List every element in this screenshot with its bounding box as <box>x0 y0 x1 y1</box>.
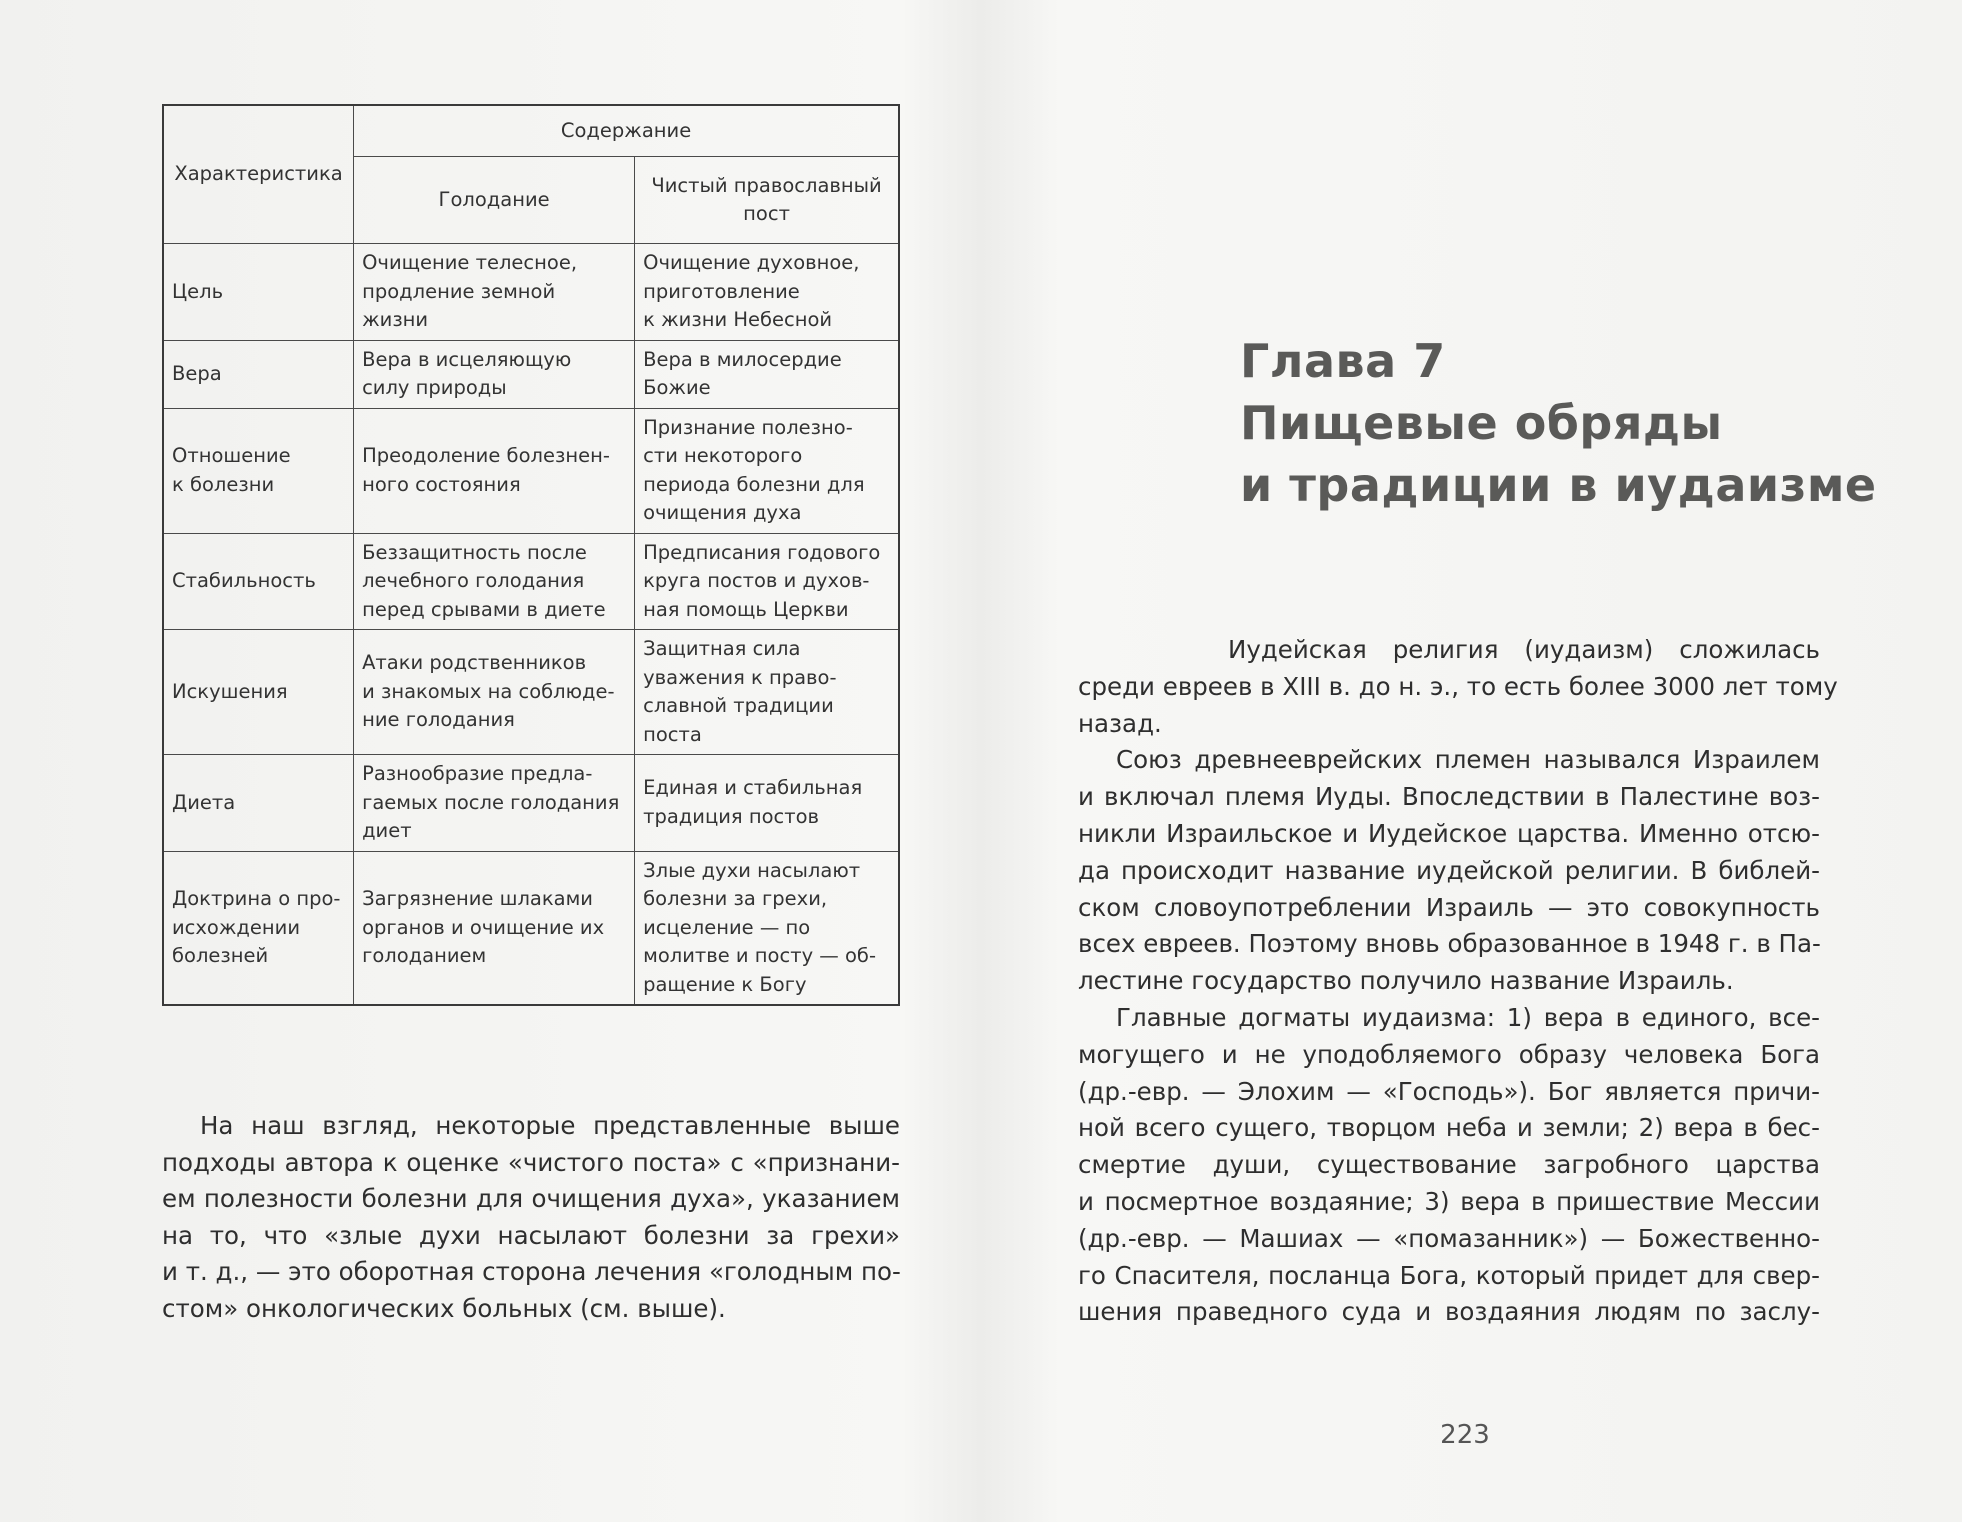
text-line: го Спасителя, посланца Бога, который придет для свер- <box>1078 1260 1820 1290</box>
row-fasting-cell <box>354 408 635 533</box>
cell-text-line: Вера <box>172 361 222 385</box>
row-characteristic <box>163 340 354 408</box>
cell-text-line: поста <box>643 722 702 746</box>
cell-text-line: ращение к Богу <box>643 972 807 996</box>
text-line: ском словоупотреблении Израиль — это совокупность <box>1078 892 1820 922</box>
row-fasting-cell <box>354 244 635 341</box>
cell-text-line: голоданием <box>362 944 487 967</box>
cell-text-line: Искушения <box>172 679 288 703</box>
cell-text-line: к болезни <box>172 472 275 496</box>
cell-text-line: молитве и посту — об- <box>643 944 876 967</box>
text-line: Главные догматы иудаизма: 1) вера в единого, все- <box>1116 1002 1820 1032</box>
row-characteristic <box>163 408 354 533</box>
table-row <box>163 851 899 1005</box>
row-post-cell <box>635 755 899 852</box>
row-characteristic <box>163 851 354 1005</box>
header-orthodox-post: Чистый православный пост <box>635 157 899 244</box>
table-row <box>163 755 899 852</box>
text-line: могущего и не уподобляемого образу человека Бога <box>1078 1039 1820 1069</box>
text-line: ем полезности болезни для очищения духа», указанием <box>162 1184 900 1213</box>
cell-text-line: к жизни Небесной <box>643 308 833 331</box>
text-line: смертие души, существование загробного царства <box>1078 1150 1820 1180</box>
cell-text-line: ного состояния <box>362 472 521 496</box>
cell-text-line: Атаки родственников <box>362 651 587 675</box>
cell-text-line: Единая и стабильная <box>643 776 863 800</box>
cell-text-line: сти некоторого <box>643 444 803 467</box>
header-content: Содержание <box>354 105 899 157</box>
right-body-text <box>1078 632 1838 1331</box>
row-fasting-cell <box>354 755 635 852</box>
cell-text-line: Отношение <box>172 444 291 467</box>
cell-text-line: уважения к право- <box>643 665 837 689</box>
cell-text-line: Вера в милосердие <box>643 347 842 371</box>
text-line: Союз древнееврейских племен назывался Израилем <box>1116 745 1820 775</box>
text-line: и включал племя Иуды. Впоследствии в Палестине воз- <box>1078 782 1820 812</box>
text-line: подходы автора к оценке «чистого поста» с «признани- <box>162 1147 900 1177</box>
cell-text-line: жизни <box>362 308 429 331</box>
text-line: назад. <box>1078 708 1162 738</box>
cell-text-line: Вера в исцеляющую <box>362 347 572 371</box>
cell-text-line: традиция постов <box>643 804 820 828</box>
cell-text-line: Очищение духовное, <box>643 251 860 274</box>
row-fasting-cell <box>354 851 635 1005</box>
cell-text-line: периода болезни для <box>643 472 865 496</box>
page-number: 223 <box>1440 1420 1490 1450</box>
text-line: и посмертное воздаяние; 3) вера в пришествие Мессии <box>1078 1186 1820 1216</box>
text-line: на то, что «злые духи насылают болезни за грехи» <box>162 1220 900 1250</box>
text-line: На наш взгляд, некоторые представленные выше <box>200 1111 900 1140</box>
row-post-cell <box>635 533 899 630</box>
table-row <box>163 340 899 408</box>
text-line: среди евреев в XIII в. до н. э., то есть более 3000 лет тому <box>1078 671 1838 701</box>
cell-text-line: исхождении <box>172 915 301 939</box>
cell-text-line: продление земной <box>362 279 556 303</box>
cell-text-line: Разнообразие предла- <box>362 762 593 785</box>
cell-text-line: славной традиции <box>643 694 834 717</box>
cell-text-line: Божие <box>643 376 711 399</box>
row-post-cell <box>635 851 899 1005</box>
left-paragraph <box>162 1108 900 1327</box>
cell-text-line: Предписания годового <box>643 540 881 564</box>
row-fasting-cell <box>354 630 635 755</box>
cell-text-line: Злые духи насылают <box>643 858 861 882</box>
table-body <box>163 244 899 1006</box>
cell-text-line: лечебного голодания <box>362 569 585 592</box>
cell-text-line: гаемых после голодания <box>362 790 620 814</box>
row-characteristic <box>163 630 354 755</box>
table-row <box>163 630 899 755</box>
cell-text-line: Преодоление болезнен- <box>362 444 610 467</box>
cell-text-line: приготовление <box>643 279 800 303</box>
cell-text-line: диет <box>362 819 412 842</box>
text-line: ной всего сущего, творцом неба и земли; 2) вера в бес- <box>1078 1113 1820 1143</box>
cell-text-line: Загрязнение шлаками <box>362 887 593 910</box>
cell-text-line: и знакомых на соблюде- <box>362 679 615 703</box>
chapter-number: Глава 7 <box>1240 334 1446 388</box>
chapter-heading <box>1240 330 1877 516</box>
cell-text-line: силу природы <box>362 376 507 399</box>
text-line: всех евреев. Поэтому вновь образованное в 1948 г. в Па- <box>1078 929 1821 959</box>
chapter-title-line: Пищевые обряды <box>1240 396 1723 450</box>
cell-text-line: Признание полезно- <box>643 415 853 439</box>
header-characteristic: Характеристика <box>163 105 354 244</box>
cell-text-line: Диета <box>172 790 236 814</box>
cell-text-line: ние голодания <box>362 708 515 732</box>
cell-text-line: Беззащитность после <box>362 540 587 564</box>
text-line: и т. д., — это оборотная сторона лечения «голодным по- <box>162 1257 901 1286</box>
text-line: (др.-евр. — Машиах — «помазанник») — Божественно- <box>1078 1223 1820 1253</box>
table-row <box>163 408 899 533</box>
text-line: никли Израильское и Иудейское царства. Именно отсю- <box>1078 818 1820 848</box>
row-fasting-cell <box>354 533 635 630</box>
cell-text-line: Стабильность <box>172 569 316 592</box>
cell-text-line: болезней <box>172 944 269 967</box>
cell-text-line: болезни за грехи, <box>643 887 828 910</box>
cell-text-line: ная помощь Церкви <box>643 597 849 621</box>
row-post-cell <box>635 244 899 341</box>
cell-text-line: Очищение телесное, <box>362 251 578 274</box>
row-fasting-cell <box>354 340 635 408</box>
text-line: Иудейская религия (иудаизм) сложилась <box>1228 635 1820 664</box>
table-row <box>163 533 899 630</box>
row-characteristic <box>163 533 354 630</box>
text-line: (др.-евр. — Элохим — «Господь»). Бог является причи- <box>1078 1076 1820 1106</box>
cell-text-line: органов и очищение их <box>362 915 605 939</box>
text-line: да происходит название иудейской религии. В библей- <box>1078 855 1820 885</box>
cell-text-line: Доктрина о про- <box>172 887 341 910</box>
text-line: шения праведного суда и воздаяния людям по заслу- <box>1078 1297 1820 1327</box>
chapter-title-line: и традиции в иудаизме <box>1240 458 1877 512</box>
cell-text-line: Защитная сила <box>643 637 801 660</box>
cell-text-line: Цель <box>172 279 224 303</box>
header-fasting: Голодание <box>354 157 635 244</box>
table-row <box>163 244 899 341</box>
row-post-cell <box>635 630 899 755</box>
cell-text-line: исцеление — по <box>643 915 811 939</box>
row-post-cell <box>635 340 899 408</box>
text-line: лестине государство получило название Израиль. <box>1078 966 1734 996</box>
row-characteristic <box>163 244 354 341</box>
row-characteristic <box>163 755 354 852</box>
row-post-cell <box>635 408 899 533</box>
text-line: стом» онкологических больных (см. выше). <box>162 1293 726 1323</box>
cell-text-line: круга постов и духов- <box>643 569 870 592</box>
cell-text-line: очищения духа <box>643 501 802 524</box>
comparison-table <box>162 104 900 1006</box>
cell-text-line: перед срывами в диете <box>362 597 606 621</box>
